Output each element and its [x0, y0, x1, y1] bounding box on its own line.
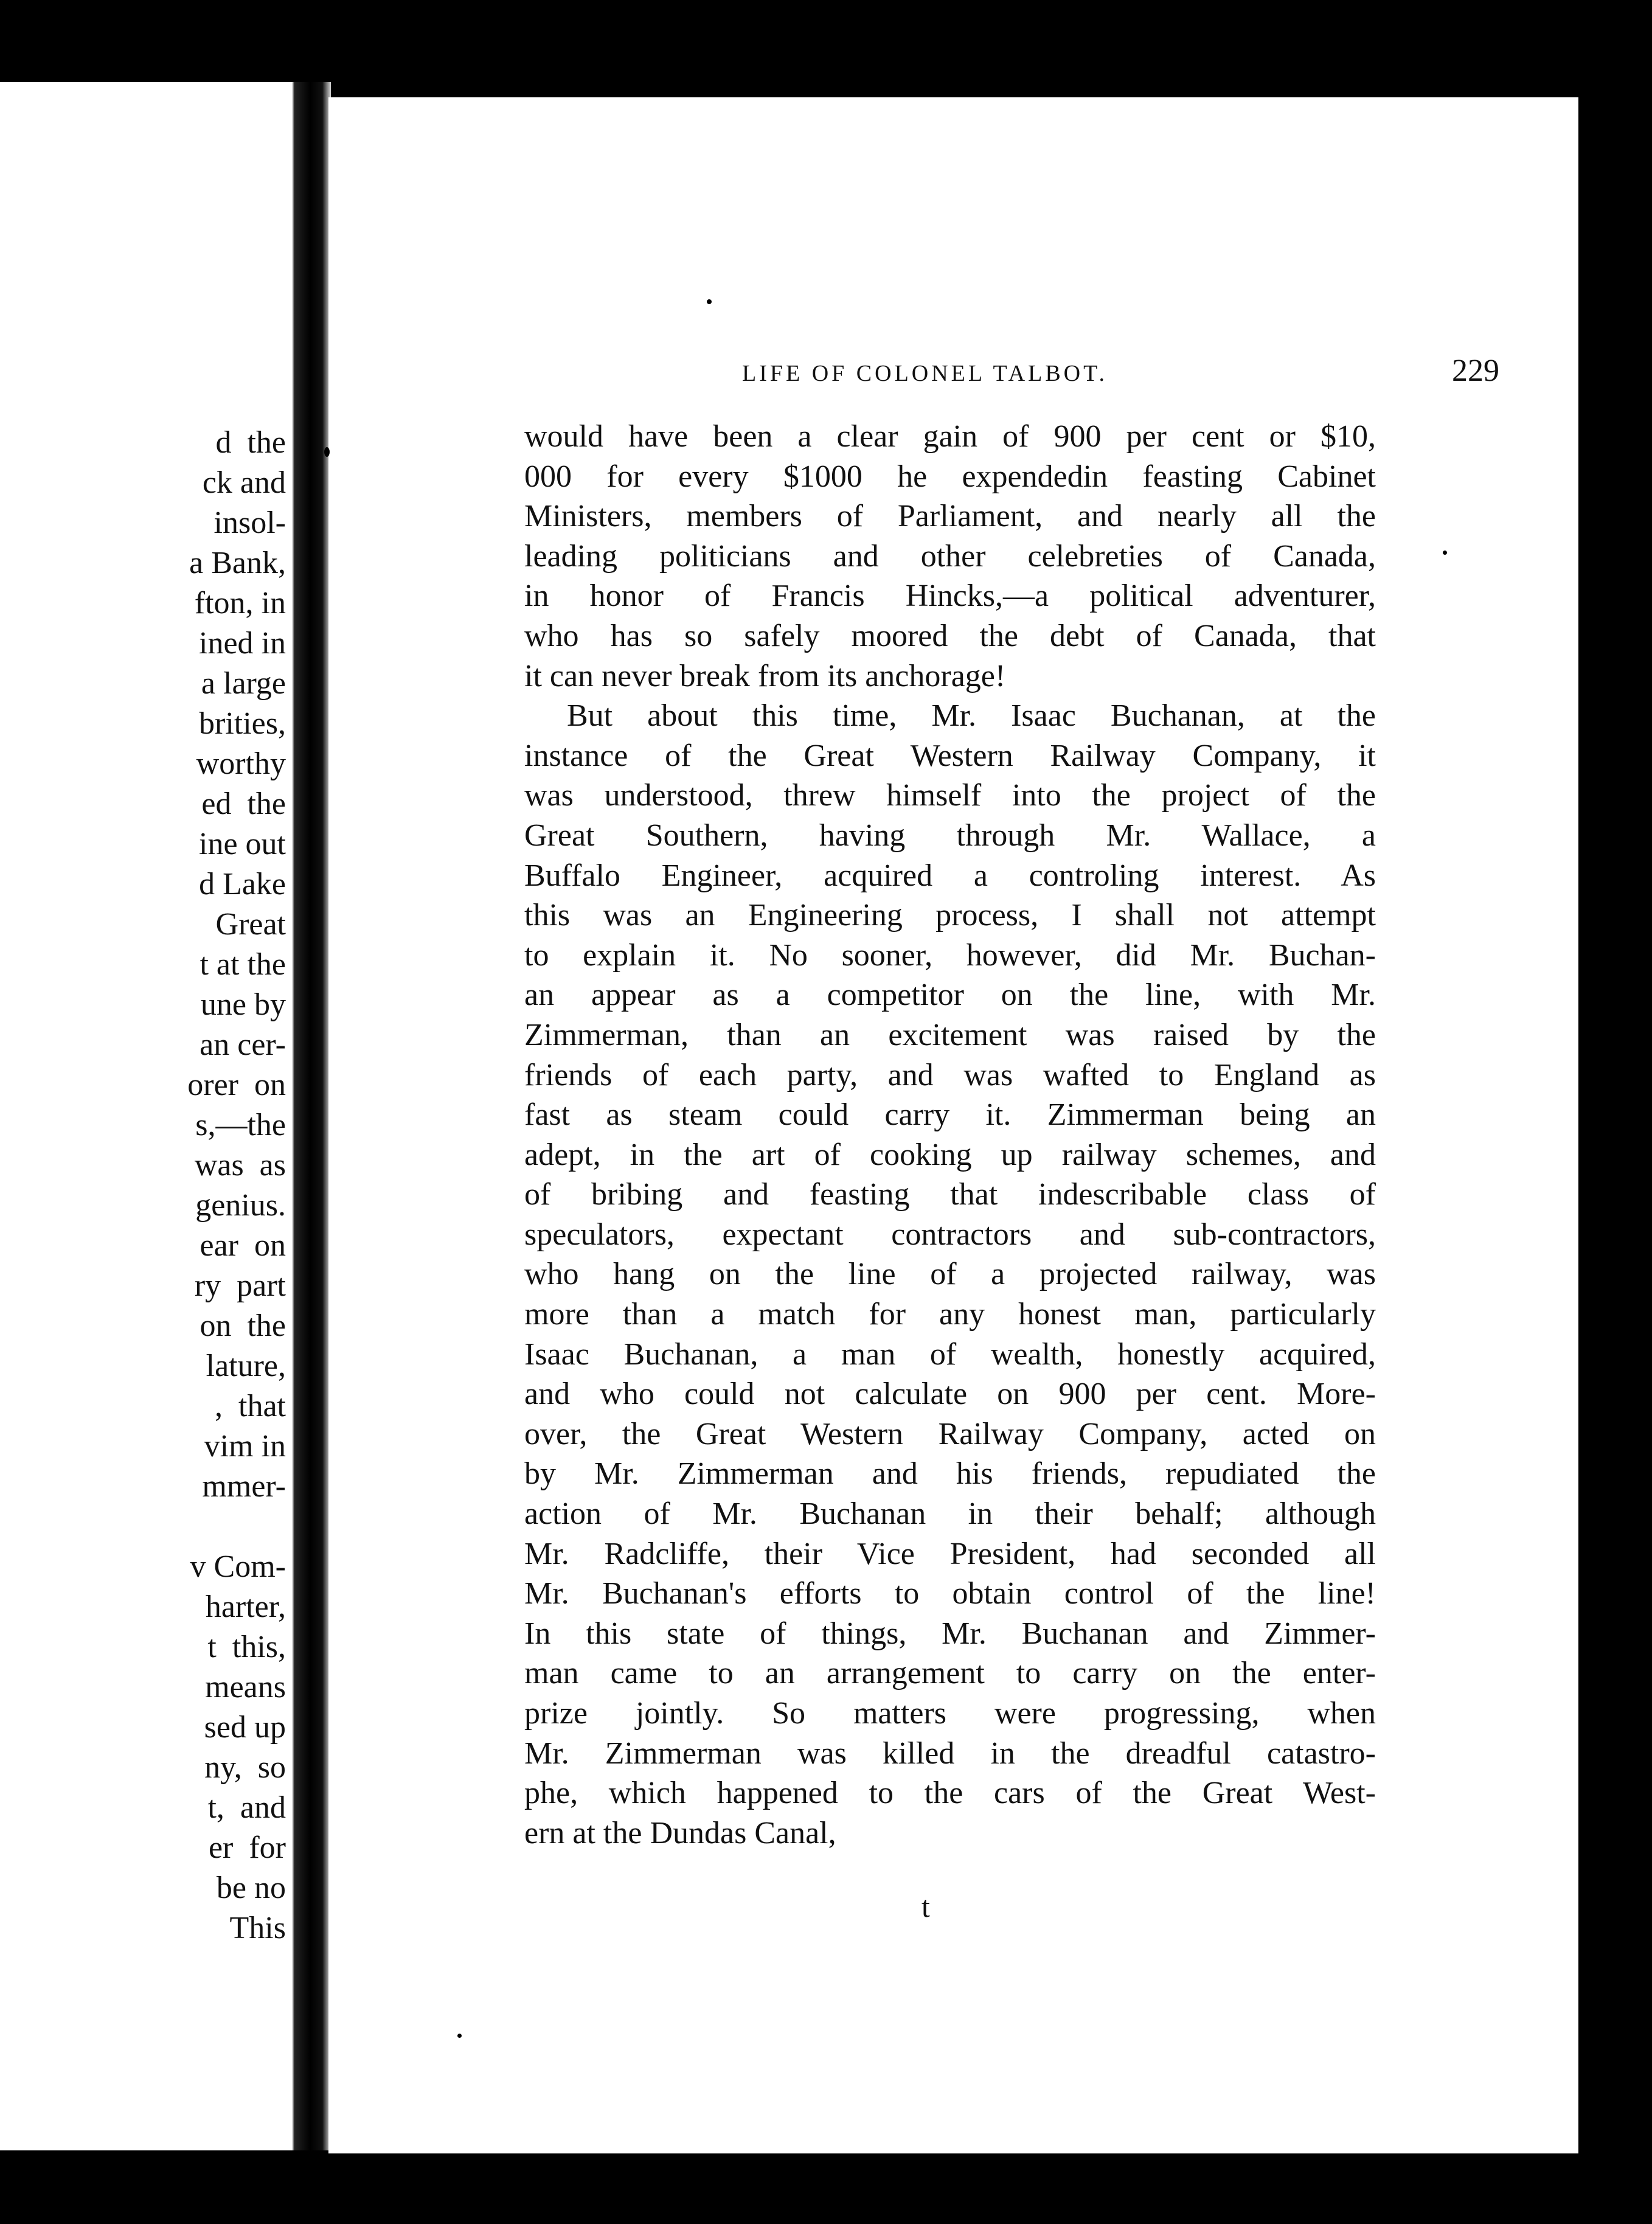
body-text — [524, 417, 1376, 1853]
facing-page-line: s,—the — [195, 1108, 286, 1142]
text-line: Buffalo Engineer, acquired a controling interest. As — [524, 858, 1376, 893]
facing-page-line: ined in — [199, 626, 286, 661]
running-head — [742, 353, 1499, 389]
text-line: Great Southern, having through Mr. Wallace, a — [524, 818, 1376, 853]
text-line: Isaac Buchanan, a man of wealth, honestly acquired, — [524, 1336, 1376, 1372]
text-line: Ministers, members of Parliament, and nearly all the — [524, 499, 1376, 534]
paragraph-2 — [524, 696, 1376, 1853]
facing-page-line: insol- — [213, 506, 286, 540]
text-line: Mr. Radcliffe, their Vice President, had seconded all — [524, 1536, 1376, 1571]
facing-page-line: harter, — [205, 1590, 286, 1624]
facing-page-line: d the — [215, 425, 286, 460]
text-line: speculators, expectant contractors and sub-contractors, — [524, 1217, 1376, 1252]
text-line: in honor of Francis Hincks,—a political adventurer, — [524, 579, 1376, 614]
facing-page-line — [187, 1507, 286, 1547]
facing-page-line: vim in — [204, 1429, 286, 1464]
text-line: and who could not calculate on 900 per cent. More- — [524, 1377, 1376, 1412]
text-line: Mr. Buchanan's efforts to obtain control of the line! — [524, 1576, 1376, 1611]
text-line: to explain it. No sooner, however, did Mr. Buchan- — [524, 937, 1376, 973]
facing-page-line: worthy — [196, 746, 286, 781]
scan-speck — [457, 2034, 462, 2038]
text-line: phe, which happened to the cars of the Great West- — [524, 1776, 1376, 1811]
facing-page-line: sed up — [204, 1710, 286, 1745]
text-line: man came to an arrangement to carry on the enter- — [524, 1656, 1376, 1691]
facing-page-line: t this, — [207, 1630, 286, 1664]
facing-page-line: mmer- — [202, 1469, 286, 1504]
facing-page-line: an cer- — [200, 1027, 286, 1062]
facing-page-line: t at the — [200, 947, 286, 982]
text-line: of bribing and feasting that indescribable class of — [524, 1177, 1376, 1212]
scan-speck — [1443, 551, 1447, 555]
text-line: would have been a clear gain of 900 per cent or $10, — [524, 419, 1376, 454]
facing-page-text — [187, 423, 286, 1948]
facing-page-line: ed the — [201, 787, 286, 821]
text-line: over, the Great Western Railway Company, acted on — [524, 1416, 1376, 1451]
facing-page-line: genius. — [195, 1188, 286, 1223]
facing-page-line: d Lake — [199, 867, 286, 902]
facing-page-line: means — [205, 1670, 286, 1704]
facing-page-line: ny, so — [204, 1750, 286, 1785]
text-line: Zimmerman, than an excitement was raised by the — [524, 1017, 1376, 1052]
text-line: action of Mr. Buchanan in their behalf; although — [524, 1496, 1376, 1532]
facing-page-line: ear on — [200, 1228, 286, 1263]
text-line: prize jointly. So matters were progressing, when — [524, 1696, 1376, 1731]
facing-page-line: ine out — [199, 827, 286, 861]
facing-page-line: be no — [216, 1871, 286, 1905]
text-line: by Mr. Zimmerman and his friends, repudiated the — [524, 1456, 1376, 1492]
page-number: 229 — [1452, 353, 1499, 388]
text-line: fast as steam could carry it. Zimmerman being an — [524, 1097, 1376, 1133]
text-line: But about this time, Mr. Isaac Buchanan, at the — [567, 698, 1376, 734]
book-gutter — [286, 82, 331, 2150]
paragraph-1 — [524, 417, 1376, 696]
facing-page-line: a Bank, — [189, 546, 286, 580]
text-line: instance of the Great Western Railway Company, it — [524, 738, 1376, 773]
text-line: leading politicians and other celebreties of Canada, — [524, 538, 1376, 574]
facing-page-line: une by — [200, 987, 286, 1022]
facing-page-line: ck and — [202, 465, 286, 500]
signature-mark: t — [921, 1889, 930, 1923]
book-page — [328, 97, 1578, 2153]
text-line: 000 for every $1000 he expendedin feasting Cabinet — [524, 459, 1376, 494]
facing-page-line: er for — [208, 1830, 286, 1865]
scan-speck — [707, 299, 712, 304]
facing-page-fragment — [0, 82, 286, 2150]
text-line: this was an Engineering process, I shall not attempt — [524, 898, 1376, 933]
facing-page-line: t, and — [207, 1790, 286, 1825]
running-title: LIFE OF COLONEL TALBOT. — [742, 361, 1108, 386]
facing-page-line: brities, — [199, 706, 286, 741]
facing-page-line: was as — [194, 1148, 286, 1183]
text-line: Mr. Zimmerman was killed in the dreadful catastro- — [524, 1736, 1376, 1771]
facing-page-line: fton, in — [194, 586, 286, 620]
text-line: friends of each party, and was wafted to England as — [524, 1057, 1376, 1093]
facing-page-line: , that — [215, 1389, 286, 1423]
text-line: ern at the Dundas Canal, — [524, 1815, 836, 1850]
facing-page-line: orer on — [187, 1068, 286, 1102]
text-line: who hang on the line of a projected railway, was — [524, 1257, 1376, 1292]
text-line: adept, in the art of cooking up railway schemes, and — [524, 1137, 1376, 1172]
facing-page-line: ry part — [194, 1268, 286, 1303]
facing-page-line: on the — [200, 1308, 286, 1343]
text-line: In this state of things, Mr. Buchanan and Zimmer- — [524, 1616, 1376, 1651]
facing-page-line: a large — [201, 666, 286, 701]
text-line: was understood, threw himself into the project of the — [524, 778, 1376, 813]
facing-page-line: lature, — [206, 1349, 286, 1383]
text-line: an appear as a competitor on the line, with Mr. — [524, 978, 1376, 1013]
text-line: it can never break from its anchorage! — [524, 658, 1006, 693]
facing-page-line: v Com- — [190, 1549, 286, 1584]
text-line: who has so safely moored the debt of Canada, that — [524, 618, 1376, 653]
facing-page-line: This — [229, 1911, 286, 1945]
facing-page-line: Great — [215, 907, 286, 942]
text-line: more than a match for any honest man, particularly — [524, 1297, 1376, 1332]
scan-speck — [324, 447, 330, 457]
